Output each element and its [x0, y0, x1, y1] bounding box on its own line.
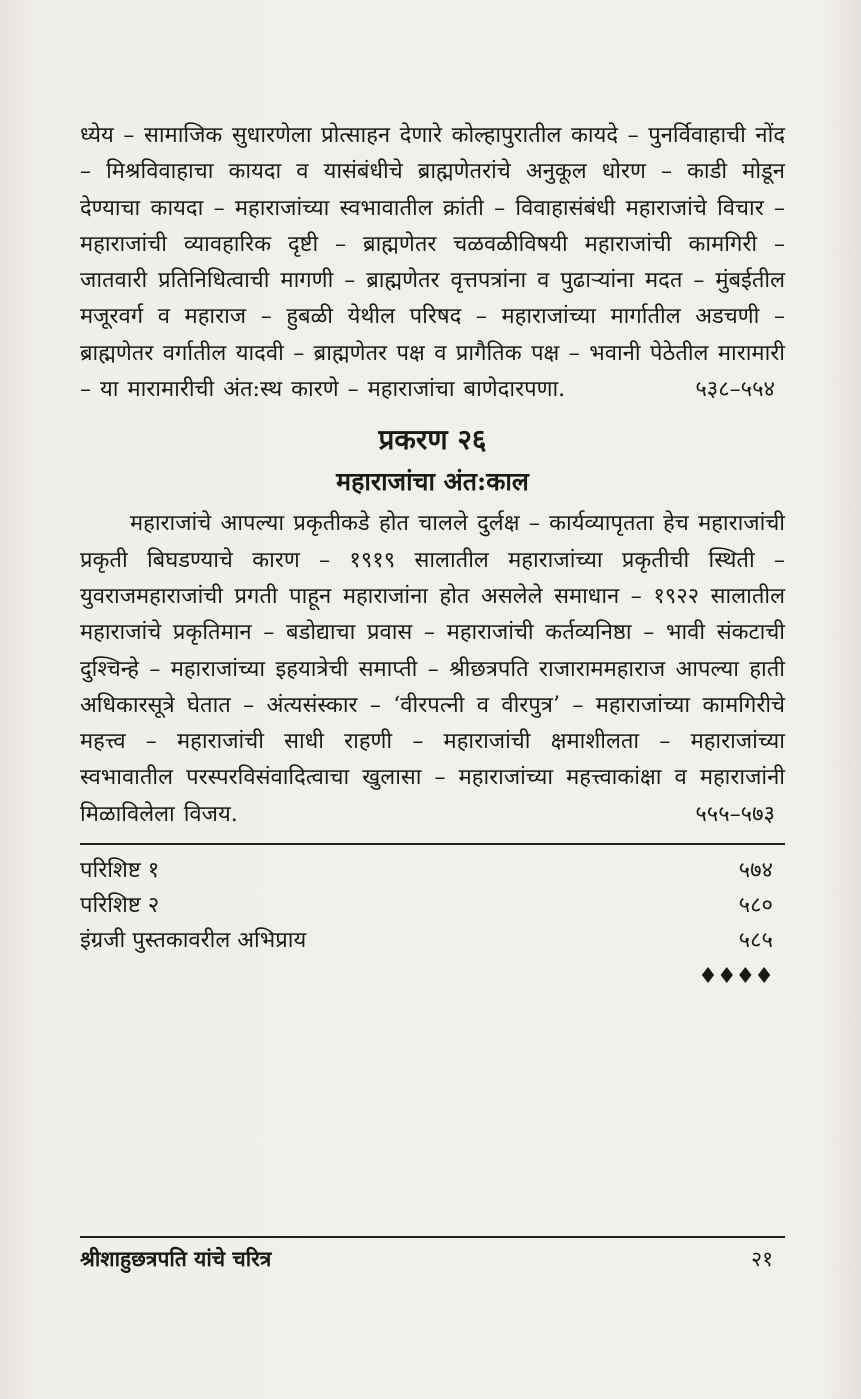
toc-content	[80, 118, 785, 994]
previous-chapter-pages: ५३८–५५४	[695, 377, 775, 403]
appendix-row	[80, 853, 785, 888]
appendix-page: ५८५	[738, 928, 773, 954]
chapter-pages: ५५५–५७३	[695, 801, 775, 827]
appendix-row	[80, 888, 785, 923]
footer-divider	[80, 1236, 785, 1238]
appendix-label: इंग्रजी पुस्तकावरील अभिप्राय	[80, 928, 307, 954]
chapter-title: महाराजांचा अंत:काल	[336, 467, 529, 497]
page-footer	[80, 1243, 773, 1275]
chapter-entry	[80, 506, 785, 833]
appendix-page: ५७४	[738, 858, 773, 884]
diamond-ornament-icon: ♦♦♦♦	[698, 964, 773, 990]
appendix-row	[80, 923, 785, 958]
chapter-number: प्रकरण २६	[378, 423, 487, 457]
section-divider	[80, 843, 785, 845]
appendix-list	[80, 853, 785, 958]
page-number: २१	[751, 1247, 773, 1271]
appendix-label: परिशिष्ट २	[80, 893, 160, 919]
running-title: श्रीशाहुछत्रपति यांचे चरित्र	[80, 1246, 272, 1271]
appendix-label: परिशिष्ट १	[80, 858, 160, 884]
previous-chapter-entry	[80, 118, 785, 408]
previous-chapter-text: ध्येय – सामाजिक सुधारणेला प्रोत्साहन देणारे कोल्हापुरातील कायदे – पुनर्विवाहाची नोंद – मिश्रविवाहाचा कायदा व यासंबंधीचे ब्राह्मणेतरांचे अनुकूल धोरण – काडी मोडून देण्याचा कायदा – महाराजांच्या स्वभावातील क्रांती – विवाहासंबंधी महाराजांचे विचार – महाराजांची व्यावहारिक दृष्टी – ब्राह्मणेतर चळवळीविषयी महाराजांची कामगिरी – जातवारी प्रतिनिधित्वाची मागणी – ब्राह्मणेतर वृत्तपत्रांना व पुढाऱ्यांना मदत – मुंबईतील मजूरवर्ग व महाराज – हुबळी येथील परिषद – महाराजांच्या मार्गातील अडचणी – ब्राह्मणेतर वर्गातील यादवी – ब्राह्मणेतर पक्ष व प्रागैतिक पक्ष – भवानी पेठेतील मारामारी – या मारामारीची अंत:स्थ कारणे – महाराजांचा बाणेदारपणा.	[80, 123, 785, 403]
chapter-text: महाराजांचे आपल्या प्रकृतीकडे होत चालले दुर्लक्ष – कार्यव्यापृतता हेच महाराजांची प्रकृती बिघडण्याचे कारण – १९१९ सालातील महाराजांच्या प्रकृतीची स्थिती – युवराजमहाराजांची प्रगती पाहून महाराजांना होत असलेले समाधान – १९२२ सालातील महाराजांचे प्रकृतिमान – बडोद्याचा प्रवास – महाराजांची कर्तव्यनिष्ठा – भावी संकटाची दुश्चिन्हे – महाराजांच्या इहयात्रेची समाप्ती – श्रीछत्रपति राजाराममहाराज आपल्या हाती अधिकारसूत्रे घेतात – अंत्यसंस्कार – ‘वीरपत्नी व वीरपुत्र’ – महाराजांच्या कामगिरीचे महत्त्व – महाराजांची साधी राहणी – महाराजांची क्षमाशीलता – महाराजांच्या स्वभावातील परस्परविसंवादित्वाचा खुलासा – महाराजांच्या महत्त्वाकांक्षा व महाराजांनी मिळाविलेला विजय.	[80, 511, 785, 827]
appendix-page: ५८०	[738, 893, 773, 919]
